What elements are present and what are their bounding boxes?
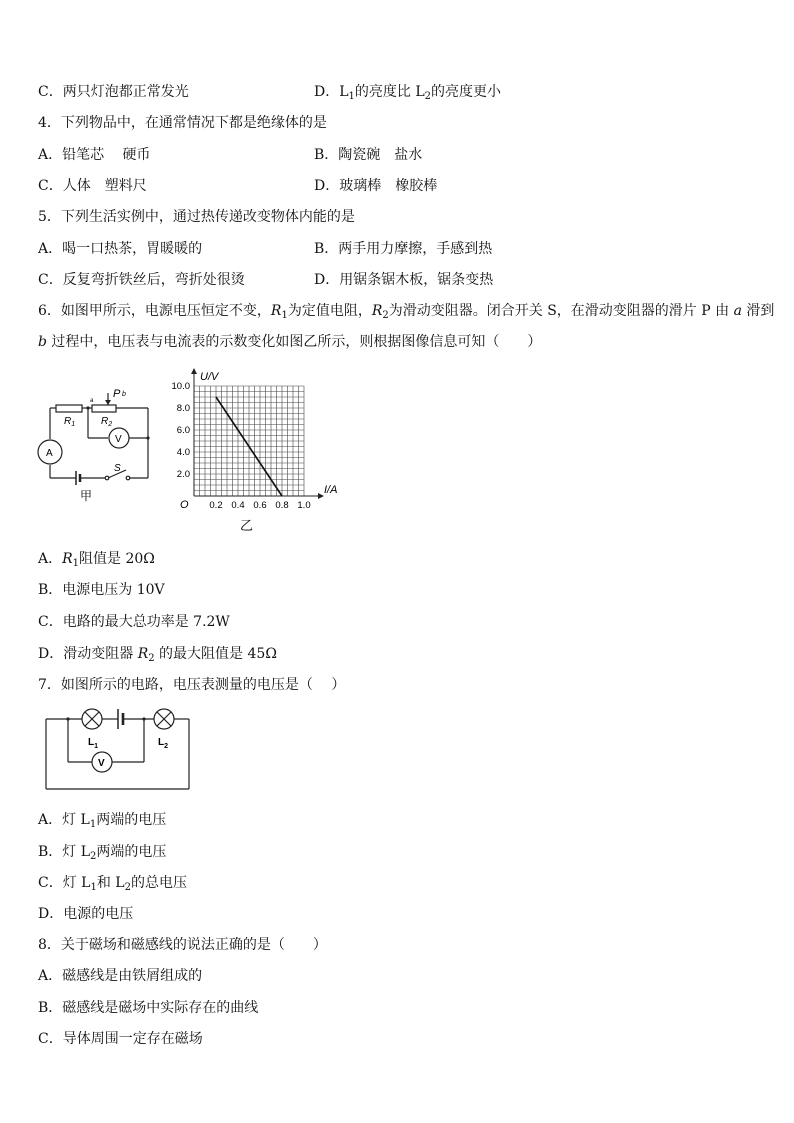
origin-label: O: [180, 499, 189, 511]
chart-caption: 乙: [240, 518, 254, 533]
y-axis-arrow: [191, 368, 197, 374]
q6-option-d: D．滑动变阻器 $R_2$ 的最大阻值是 45Ω: [38, 646, 277, 664]
q7-option-c: C．灯 $L_1$和 $L_2$的总电压: [38, 875, 187, 893]
r1-label: $R_1$: [64, 416, 76, 428]
q5-stem: 5．下列生活实例中，通过热传递改变物体内能的是: [38, 209, 355, 225]
q8-option-a: A．磁感线是由铁屑组成的: [38, 968, 203, 984]
y-axis-label: U/V: [200, 371, 219, 383]
circuit-diagram-jia: [36, 383, 154, 505]
y-tick-label: 4.0: [176, 447, 190, 458]
voltmeter-label: V: [115, 434, 122, 445]
q5-option-c: C．反复弯折铁丝后，弯折处很烫: [38, 272, 245, 288]
q4-stem: 4．下列物品中，在通常情况下都是绝缘体的是: [38, 115, 327, 131]
voltmeter-q7-label: V: [98, 758, 105, 769]
lamp-l2-label: $L_2$: [158, 737, 169, 750]
ammeter-label: A: [46, 448, 53, 459]
r2-label: $R_2$: [101, 416, 113, 428]
q6-option-c: C．电路的最大总功率是 7.2W: [38, 614, 230, 630]
resistor-r2: [92, 405, 116, 412]
q4-option-a: A．铅笔芯 硬币: [38, 147, 151, 163]
circuit-diagram-q7: [42, 705, 194, 793]
q6-option-b: B．电源电压为 10V: [38, 582, 165, 598]
q5-option-b: B．两手用力摩擦，手感到热: [314, 241, 493, 257]
slider-p-label: P: [113, 388, 121, 400]
q7-stem: 7．如图所示的电路，电压表测量的电压是（ ）: [38, 677, 346, 693]
y-tick-label: 10.0: [171, 381, 190, 392]
q5-option-d: D．用锯条锯木板，锯条变热: [314, 272, 494, 288]
resistor-r1: [56, 405, 82, 412]
q8-option-c: C．导体周围一定存在磁场: [38, 1031, 203, 1047]
lamp-l1-label: $L_1$: [88, 737, 99, 750]
q7-option-a: A．灯 $L_1$两端的电压: [38, 812, 167, 830]
q7-option-b: B．灯 $L_2$两端的电压: [38, 844, 167, 862]
q8-stem: 8．关于磁场和磁感线的说法正确的是（ ）: [38, 937, 327, 953]
q7-option-d: D．电源的电压: [38, 906, 134, 922]
switch-s-label: S: [114, 463, 121, 474]
q3-option-d: D．$L_1$的亮度比 $L_2$的亮度更小: [314, 84, 502, 102]
q6-stem-line1: 6．如图甲所示，电源电压恒定不变，$R_1$为定值电阻，$R_2$为滑动变阻器。闭合开关 S，在滑动变阻器的滑片 P 由 a 滑到: [38, 303, 775, 321]
x-tick-label: 0.8: [275, 500, 289, 511]
y-tick-label: 8.0: [176, 403, 190, 414]
q4-option-d: D．玻璃棒 橡胶棒: [314, 178, 438, 194]
y-tick-label: 6.0: [176, 425, 190, 436]
q4-option-b: B．陶瓷碗 盐水: [314, 147, 423, 163]
y-tick-label: 2.0: [176, 469, 190, 480]
q6-option-a: A．$R_1$阻值是 20Ω: [38, 551, 155, 569]
q4-option-c: C．人体 塑料尺: [38, 178, 147, 194]
q8-option-b: B．磁感线是磁场中实际存在的曲线: [38, 1000, 259, 1016]
x-tick-label: 1.0: [297, 500, 311, 511]
x-tick-label: 0.6: [253, 500, 267, 511]
q5-option-a: A．喝一口热茶，胃暖暖的: [38, 241, 203, 257]
q3-option-c: C．两只灯泡都正常发光: [38, 84, 189, 100]
chart-grid: [194, 386, 304, 496]
x-axis-label: I/A: [324, 484, 338, 496]
figure-jia-caption: 甲: [80, 489, 93, 503]
slider-b-label: b: [122, 391, 126, 398]
x-tick-label: 0.2: [209, 500, 223, 511]
slider-a-label: a: [90, 398, 94, 404]
chart-yi: [160, 362, 340, 536]
q6-stem-line2: b 过程中，电压表与电流表的示数变化如图乙所示，则根据图像信息可知（ ）: [38, 334, 542, 350]
x-tick-label: 0.4: [231, 500, 245, 511]
